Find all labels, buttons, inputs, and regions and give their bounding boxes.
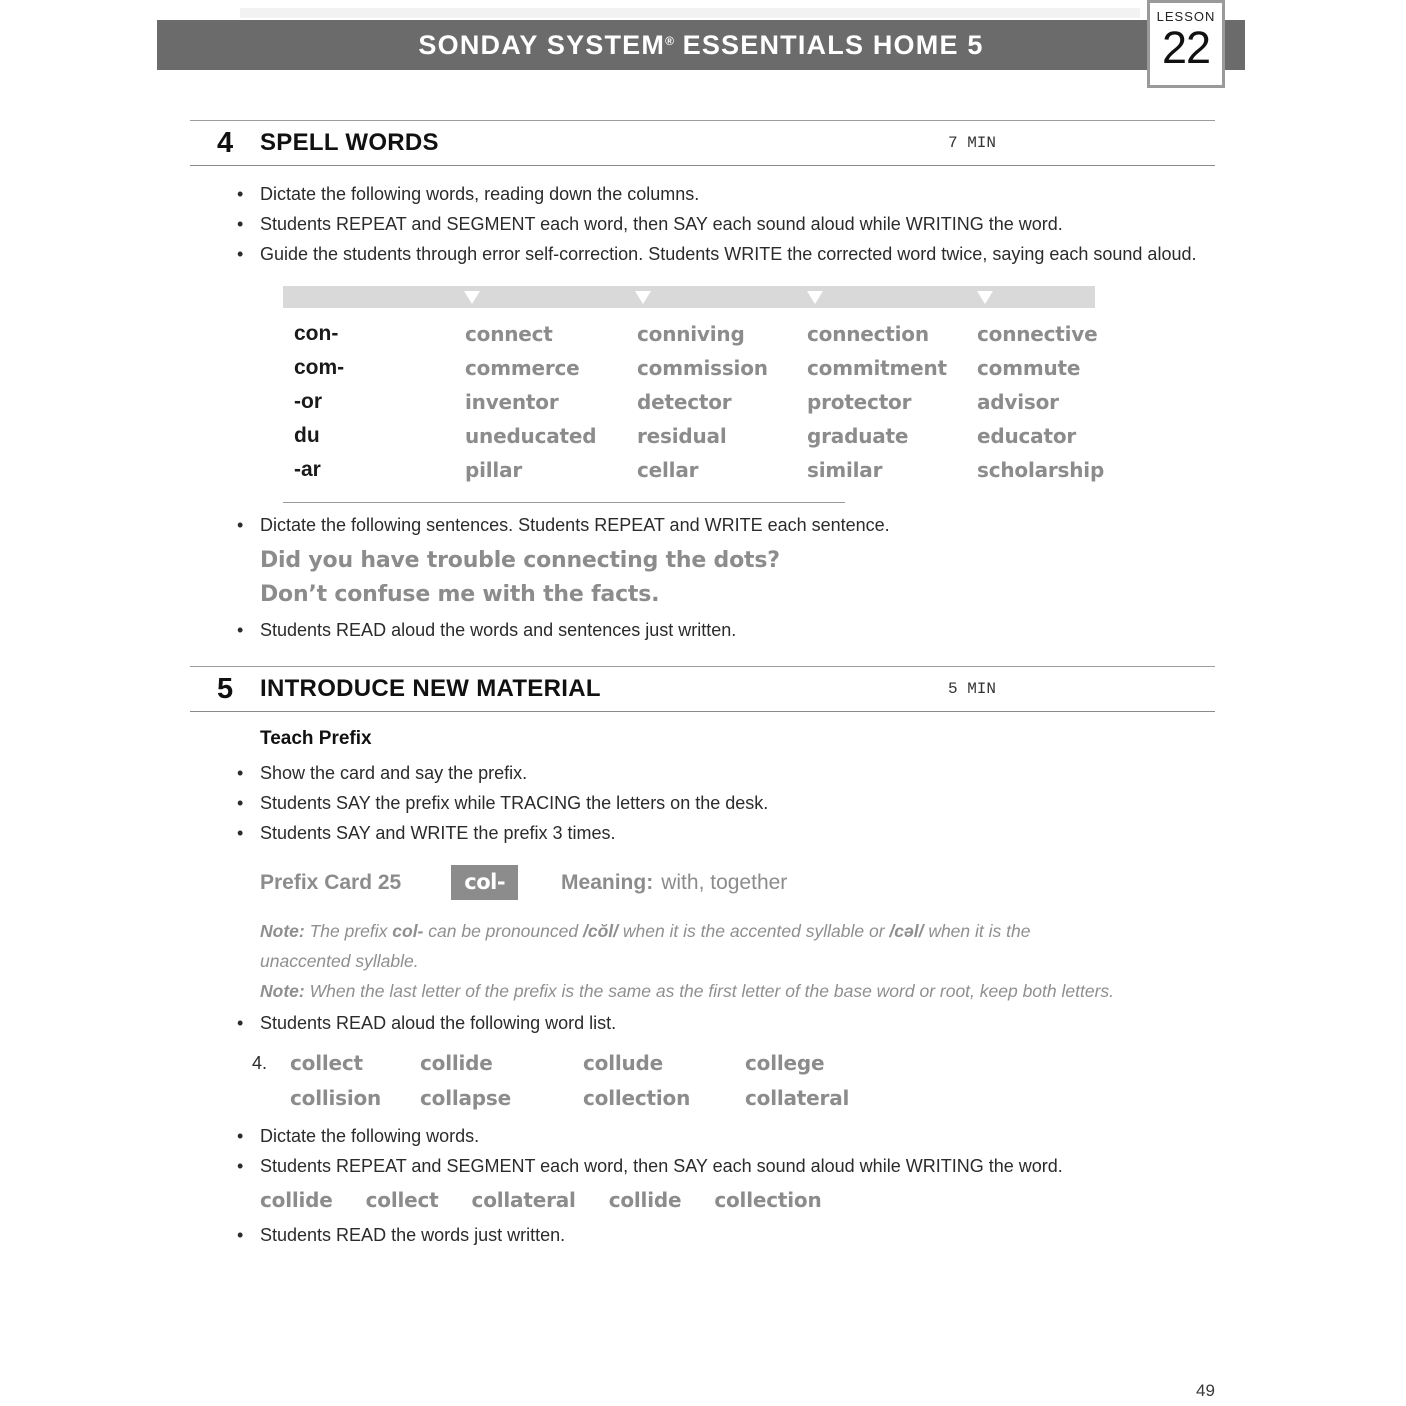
dictation-sentence: Don’t confuse me with the facts.	[260, 582, 660, 607]
meaning-text: with, together	[661, 870, 788, 894]
bullet-dot: •	[237, 793, 244, 813]
note-1-continued: unaccented syllable.	[260, 951, 419, 971]
prefix-card-row	[260, 865, 1215, 900]
read-aloud-instruction	[190, 615, 1215, 645]
dictation-sentences	[260, 544, 1215, 612]
word-cell: pillar	[465, 458, 523, 482]
list-number: 4.	[252, 1053, 268, 1073]
word-cell: cellar	[637, 458, 699, 482]
instruction-text: Students SAY the prefix while TRACING the letters on the desk.	[260, 793, 769, 813]
scan-artifact-strip	[240, 8, 1140, 18]
down-arrow-icon	[977, 291, 993, 304]
dictated-word: collection	[714, 1188, 822, 1212]
instruction-item	[190, 1121, 1215, 1151]
col-word-list	[190, 1046, 1215, 1116]
lesson-number-box	[1147, 0, 1225, 88]
notes-block	[260, 916, 1215, 1006]
registered-mark: ®	[665, 33, 674, 48]
instruction-text: Students REPEAT and SEGMENT each word, then SAY each sound aloud while WRITING the word.	[260, 214, 1063, 234]
bullet-dot: •	[237, 620, 244, 640]
word-cell: educator	[977, 424, 1077, 448]
word-cell: commute	[977, 356, 1081, 380]
section-duration: 5 MIN	[948, 680, 997, 698]
bullet-dot: •	[237, 763, 244, 783]
instruction-text: Dictate the following sentences. Students REPEAT and WRITE each sentence.	[260, 515, 890, 535]
section-4-instructions	[190, 179, 1215, 269]
instruction-item	[190, 209, 1215, 239]
word-cell: conniving	[637, 322, 745, 346]
word-cell: scholarship	[977, 458, 1105, 482]
instruction-item	[190, 615, 1215, 645]
page-title: SONDAY SYSTEM® ESSENTIALS HOME 5	[418, 29, 984, 60]
list-word: collection	[583, 1086, 691, 1110]
instruction-item	[190, 510, 1215, 540]
list-word: collide	[420, 1051, 493, 1075]
instruction-text: Students SAY and WRITE the prefix 3 times.	[260, 823, 616, 843]
instruction-item	[190, 788, 1215, 818]
list-word: collude	[583, 1051, 664, 1075]
word-list-row	[290, 1081, 1215, 1116]
bullet-dot: •	[237, 1225, 244, 1245]
prefix-cell: du	[294, 424, 320, 447]
instruction-text: Students READ aloud the words and sentences just written.	[260, 620, 737, 640]
prefix-cell: -ar	[294, 458, 321, 481]
section-4-header	[190, 120, 1215, 166]
note-1: Note: The prefix col- can be pronounced /cŏl/ when it is the accented syllable or /cəl/ when it is the	[260, 921, 1031, 941]
page-number: 49	[1196, 1381, 1215, 1400]
instruction-text: Guide the students through error self-correction. Students WRITE the corrected word twice, saying each sound aloud.	[260, 244, 1197, 264]
read-list-instruction	[190, 1008, 1215, 1038]
list-word: collision	[290, 1086, 382, 1110]
bullet-dot: •	[237, 1126, 244, 1146]
bullet-dot: •	[237, 1013, 244, 1033]
down-arrow-icon	[464, 291, 480, 304]
table-header-band	[283, 286, 1095, 308]
word-cell: graduate	[807, 424, 909, 448]
word-list-row	[290, 1046, 1215, 1081]
word-cell: connective	[977, 322, 1098, 346]
word-cell: residual	[637, 424, 727, 448]
prefix-card: col-	[451, 865, 518, 900]
page-content	[190, 120, 1215, 1250]
section-title: SPELL WORDS	[260, 129, 439, 156]
section-5-instructions	[190, 758, 1215, 848]
dictated-words-row	[260, 1183, 1215, 1217]
prefix-cell: con-	[294, 322, 339, 345]
instruction-text: Students READ aloud the following word list.	[260, 1013, 617, 1033]
dictated-word: collide	[260, 1188, 333, 1212]
bullet-dot: •	[237, 1156, 244, 1176]
word-cell: detector	[637, 390, 732, 414]
section-number: 5	[217, 672, 234, 705]
lesson-number: 22	[1161, 22, 1211, 73]
section-number: 4	[217, 126, 234, 159]
down-arrow-icon	[807, 291, 823, 304]
dictated-word: collect	[365, 1188, 439, 1212]
bullet-dot: •	[237, 184, 244, 204]
list-word: collateral	[745, 1086, 850, 1110]
table-row	[283, 351, 1095, 385]
dictate-sentences-instruction	[190, 510, 1215, 540]
down-arrow-icon	[635, 291, 651, 304]
instruction-text: Students READ the words just written.	[260, 1225, 566, 1245]
prefix-cell: -or	[294, 390, 322, 413]
section-5-header	[190, 666, 1215, 712]
dictation-sentence: Did you have trouble connecting the dots?	[260, 548, 780, 573]
note-2: Note: When the last letter of the prefix is the same as the first letter of the base word or root, keep both letters.	[260, 981, 1115, 1001]
word-cell: similar	[807, 458, 883, 482]
section-title: INTRODUCE NEW MATERIAL	[260, 675, 601, 702]
divider-rule	[283, 502, 845, 503]
instruction-item	[190, 1220, 1215, 1250]
section-duration: 7 MIN	[948, 134, 997, 152]
table-row	[283, 385, 1095, 419]
list-word: collect	[290, 1051, 363, 1075]
word-cell: advisor	[977, 390, 1059, 414]
spell-words-table	[283, 286, 1105, 487]
prefix-cell: com-	[294, 356, 345, 379]
lesson-label: LESSON	[1156, 9, 1216, 24]
table-row	[283, 453, 1105, 487]
dictate-words-instruction	[190, 1121, 1215, 1181]
instruction-item	[190, 179, 1215, 209]
bullet-dot: •	[237, 214, 244, 234]
bullet-dot: •	[237, 823, 244, 843]
header-bar	[157, 20, 1245, 73]
instruction-item	[190, 1151, 1215, 1181]
table-row	[283, 419, 1095, 453]
table-row	[283, 317, 1098, 351]
meaning-label: Meaning:	[561, 870, 654, 894]
word-cell: commerce	[465, 356, 580, 380]
instruction-item	[190, 239, 1215, 269]
dictated-word: collateral	[471, 1188, 576, 1212]
teach-prefix-subheading: Teach Prefix	[260, 728, 372, 749]
word-cell: inventor	[465, 390, 559, 414]
word-cell: commitment	[807, 356, 947, 380]
instruction-text: Dictate the following words.	[260, 1126, 480, 1146]
list-word: collapse	[420, 1086, 511, 1110]
instruction-text: Students REPEAT and SEGMENT each word, then SAY each sound aloud while WRITING the word.	[260, 1156, 1063, 1176]
instruction-item	[190, 818, 1215, 848]
table-body	[283, 317, 1105, 487]
dictated-word: collide	[608, 1188, 682, 1212]
instruction-text: Show the card and say the prefix.	[260, 763, 528, 783]
prefix-card-label: Prefix Card 25	[260, 870, 402, 894]
bullet-dot: •	[237, 244, 244, 264]
instruction-item	[190, 758, 1215, 788]
final-instruction	[190, 1220, 1215, 1250]
instruction-text: Dictate the following words, reading down the columns.	[260, 184, 700, 204]
word-cell: commission	[637, 356, 768, 380]
word-cell: connection	[807, 322, 929, 346]
instruction-item	[190, 1008, 1215, 1038]
bullet-dot: •	[237, 515, 244, 535]
list-word: college	[745, 1051, 825, 1075]
word-cell: connect	[465, 322, 553, 346]
word-cell: uneducated	[465, 424, 597, 448]
word-cell: protector	[807, 390, 912, 414]
